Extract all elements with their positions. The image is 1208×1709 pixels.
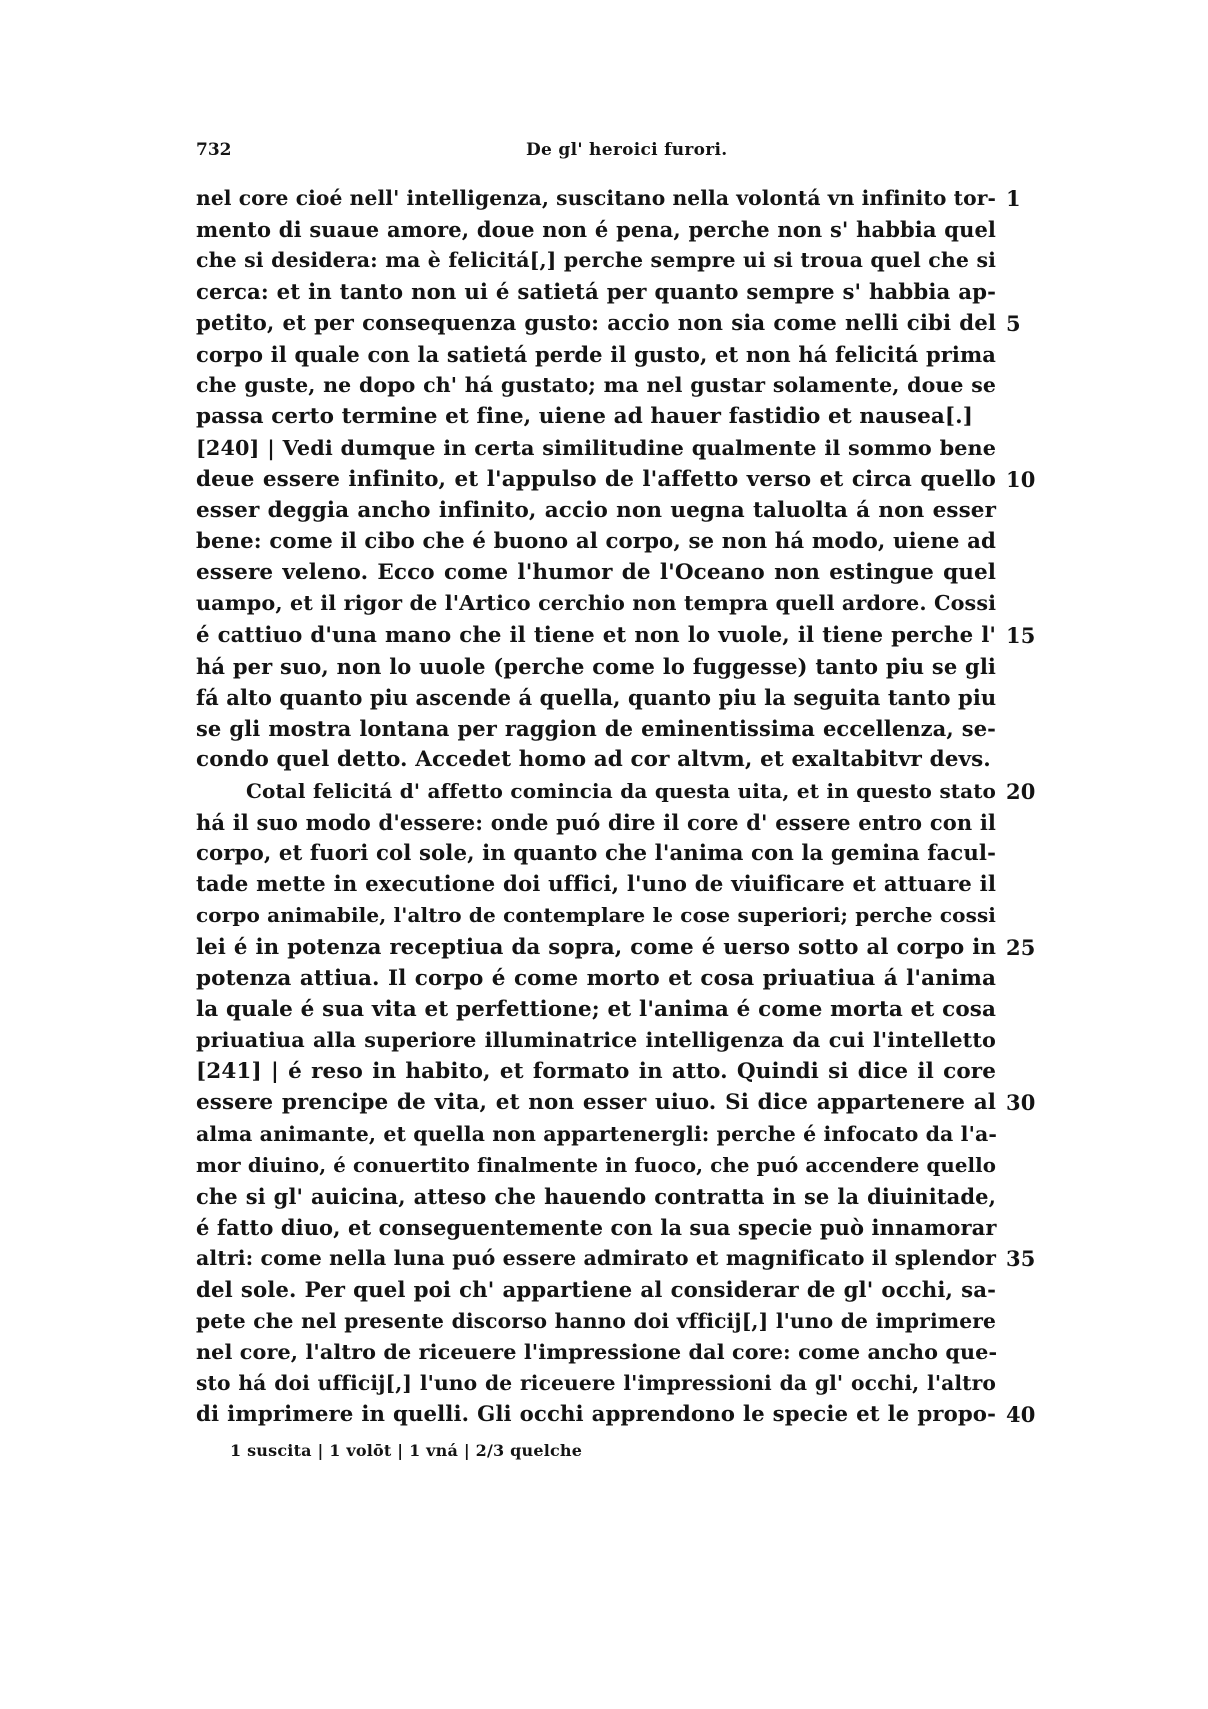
line-text: corpo il quale con la satietá perde il gusto, et non há felicitá prima: [196, 341, 996, 367]
text-line: [196, 1119, 996, 1150]
line-text: nel core, l'altro de riceuere l'impressione dal core: come ancho que-: [196, 1339, 998, 1364]
line-text: priuatiua alla superiore illuminatrice intelligenza da cui l'intelletto: [196, 1028, 996, 1053]
text-line: [196, 651, 996, 682]
line-number: 1: [1006, 186, 1021, 211]
text-line: [196, 1306, 996, 1337]
text-line: [196, 900, 996, 931]
text-line: [196, 495, 996, 526]
line-text: cerca: et in tanto non ui é satietá per quanto sempre s' habbia ap-: [196, 279, 996, 305]
text-line: [196, 1212, 996, 1243]
line-number: 10: [1006, 466, 1036, 492]
line-number: 40: [1006, 1402, 1036, 1428]
text-line: [196, 807, 996, 838]
text-line: [196, 620, 1036, 651]
line-number: 5: [1006, 310, 1021, 336]
text-line: [196, 183, 1021, 214]
line-text: tade mette in executione doi uffici, l'uno de viuificare et attuare il: [196, 872, 996, 898]
text-line: [196, 963, 996, 994]
text-line: [196, 277, 996, 308]
text-line: [196, 1087, 1036, 1118]
line-text: di imprimere in quelli. Gli occhi apprendono le specie et le propo-: [196, 1402, 996, 1428]
text-line: [196, 245, 996, 276]
line-text: petito, et per consequenza gusto: accio non sia come nelli cibi del: [196, 310, 996, 336]
text-line: [196, 838, 996, 869]
text-line: [196, 557, 996, 588]
text-line: [196, 1181, 996, 1212]
line-text: essere veleno. Ecco come l'humor de l'Oceano non estingue quel: [196, 560, 996, 586]
line-text: condo quel detto. Accedet homo ad cor altvm, et exaltabitvr devs.: [196, 747, 991, 773]
text-line: [196, 994, 996, 1025]
line-text: mento di suaue amore, doue non é pena, perche non s' habbia quel: [196, 217, 996, 243]
text-line: [196, 308, 1021, 339]
line-text: altri: come nella luna puó essere admirato et magnificato il splendor: [196, 1246, 996, 1271]
page-number: 732: [196, 140, 232, 160]
text-line: [196, 869, 996, 900]
line-text: corpo animabile, l'altro de contemplare le cose superiori; perche cossi: [196, 903, 996, 928]
line-text: [241] | é reso in habito, et formato in atto. Quindi si dice il core: [196, 1059, 996, 1085]
line-text: fá alto quanto piu ascende á quella, quanto piu la seguita tanto piu: [196, 685, 997, 710]
line-text: esser deggia ancho infinito, accio non uegna taluolta á non esser: [196, 497, 996, 523]
running-title: De gl' heroici furori.: [526, 140, 728, 160]
text-line: [196, 526, 996, 557]
line-text: deue essere infinito, et l'appulso de l'affetto verso et circa quello: [196, 466, 996, 492]
text-line: [196, 1275, 996, 1306]
line-text: é fatto diuo, et conseguentemente con la sua specie può innamorar: [196, 1215, 997, 1241]
text-line: [196, 1368, 996, 1399]
line-text: [240] | Vedi dumque in certa similitudine qualmente il sommo bene: [196, 435, 996, 460]
line-number: 20: [1006, 778, 1036, 804]
line-text: del sole. Per quel poi ch' appartiene al considerar de gl' occhi, sa-: [196, 1277, 996, 1303]
line-number: 15: [1006, 622, 1036, 648]
line-text: sto há doi ufficij[,] l'uno de riceuere l'impressioni da gl' occhi, l'altro: [196, 1371, 996, 1396]
line-text: lei é in potenza receptiua da sopra, come é uerso sotto al corpo in: [196, 934, 996, 960]
text-line: [196, 339, 996, 370]
line-text: essere prencipe de vita, et non esser uiuo. Si dice appartenere al: [196, 1090, 996, 1116]
text-line: [196, 1399, 1036, 1430]
text-line: [196, 370, 996, 401]
line-text: che si gl' auicina, atteso che hauendo contratta in se la diuinitade,: [196, 1184, 996, 1209]
text-line: [196, 1150, 996, 1181]
line-text: se gli mostra lontana per raggion de eminentissima eccellenza, se-: [196, 716, 996, 742]
line-text: é cattiuo d'una mano che il tiene et non lo vuole, il tiene perche l': [196, 622, 996, 648]
text-line: [196, 776, 1036, 807]
line-text: mor diuino, é conuertito finalmente in fuoco, che puó accendere quello: [196, 1152, 996, 1177]
line-text: potenza attiua. Il corpo é come morto et cosa priuatiua á l'anima: [196, 965, 996, 991]
text-line: [196, 932, 1036, 963]
text-line: [196, 401, 996, 432]
line-text: che si desidera: ma è felicitá[,] perche sempre ui si troua quel che si: [196, 248, 996, 273]
critical-apparatus: 1 suscita | 1 volōt | 1 vná | 2/3 quelche: [230, 1441, 583, 1460]
text-line: [196, 464, 1036, 495]
line-text: nel core cioé nell' intelligenza, suscitano nella volontá vn infinito tor-: [196, 186, 996, 210]
line-text: uampo, et il rigor de l'Artico cerchio non tempra quell ardore. Cossi: [196, 591, 997, 616]
line-text: pete che nel presente discorso hanno doi vfficij[,] l'uno de imprimere: [196, 1308, 996, 1333]
line-text: há per suo, non lo uuole (perche come lo fuggesse) tanto piu se gli: [196, 653, 996, 679]
text-line: [196, 433, 996, 464]
text-line: [196, 1337, 996, 1368]
line-number: 25: [1006, 934, 1036, 960]
line-text: bene: come il cibo che é buono al corpo, se non há modo, uiene ad: [196, 529, 996, 555]
text-line: [196, 713, 996, 744]
main-text: [196, 183, 1036, 1431]
line-text: la quale é sua vita et perfettione; et l'anima é come morta et cosa: [196, 996, 996, 1022]
line-number: 35: [1006, 1246, 1036, 1272]
running-head: [196, 140, 1006, 170]
line-text: che guste, ne dopo ch' há gustato; ma nel gustar solamente, doue se: [196, 373, 996, 398]
text-line: [196, 1056, 996, 1087]
text-line: [196, 682, 996, 713]
line-text: há il suo modo d'essere: onde puó dire il core d' essere entro con il: [196, 809, 996, 835]
text-line: [196, 588, 996, 619]
text-line: [196, 744, 996, 775]
line-text: corpo, et fuori col sole, in quanto che l'anima con la gemina facul-: [196, 840, 996, 866]
line-text: passa certo termine et fine, uiene ad hauer fastidio et nausea[.]: [196, 404, 974, 430]
line-text: Cotal felicitá d' affetto comincia da questa uita, et in questo stato: [246, 778, 996, 803]
text-line: [196, 214, 996, 245]
line-text: alma animante, et quella non appartenergli: perche é infocato da l'a-: [196, 1121, 997, 1146]
text-line: [196, 1025, 996, 1056]
line-number: 30: [1006, 1090, 1036, 1116]
text-line: [196, 1243, 1036, 1274]
